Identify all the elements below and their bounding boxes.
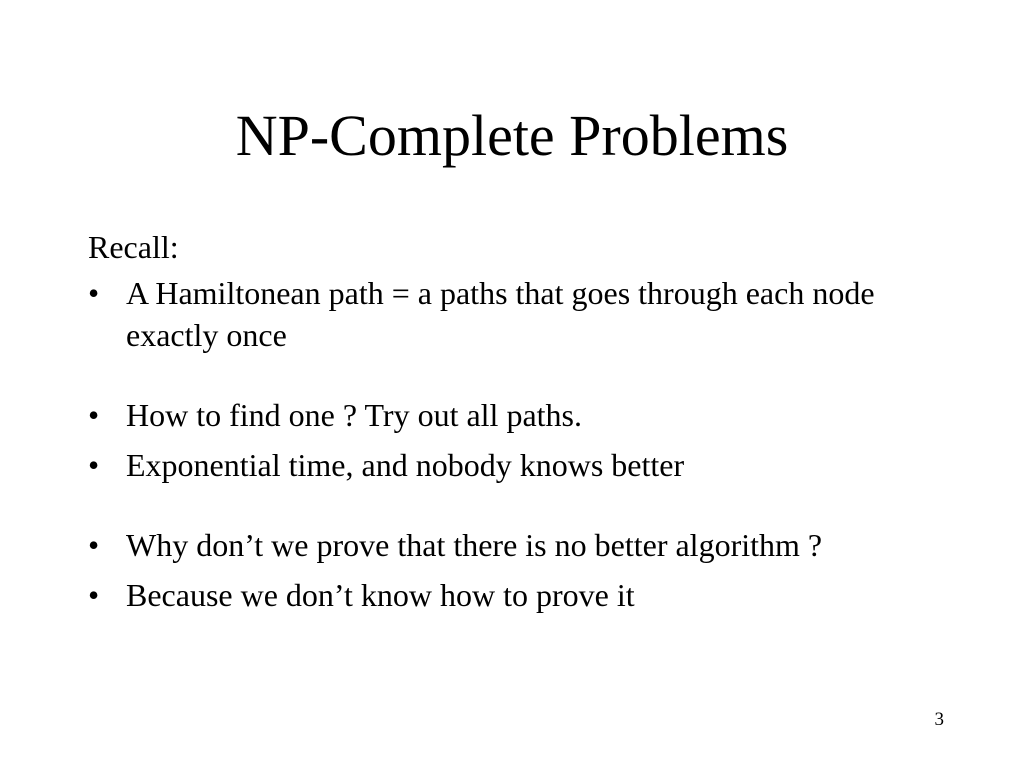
spacer bbox=[88, 486, 908, 524]
bullet-text: How to find one ? Try out all paths. bbox=[126, 397, 582, 433]
bullet-text: Why don’t we prove that there is no better algorithm ? bbox=[126, 527, 823, 563]
bullet-item bbox=[88, 574, 908, 616]
bullet-marker: • bbox=[88, 527, 100, 563]
bullet-item bbox=[88, 444, 908, 486]
spacer bbox=[88, 566, 908, 574]
spacer bbox=[88, 436, 908, 444]
bullet-marker: • bbox=[88, 275, 100, 311]
page-number: 3 bbox=[934, 709, 944, 730]
slide-title: NP-Complete Problems bbox=[235, 103, 789, 168]
recall-label: Recall: bbox=[88, 229, 179, 265]
bullet-item bbox=[88, 272, 908, 356]
bullet-marker: • bbox=[88, 577, 100, 613]
bullet-marker: • bbox=[88, 447, 100, 483]
bullet-text: A Hamiltonean path = a paths that goes through each node exactly once bbox=[126, 275, 875, 353]
bullet-item bbox=[88, 394, 908, 436]
slide-body bbox=[88, 226, 908, 616]
spacer bbox=[88, 356, 908, 394]
bullet-item bbox=[88, 524, 908, 566]
bullet-marker: • bbox=[88, 397, 100, 433]
bullet-text: Exponential time, and nobody knows better bbox=[126, 447, 685, 483]
bullet-text: Because we don’t know how to prove it bbox=[126, 577, 635, 613]
